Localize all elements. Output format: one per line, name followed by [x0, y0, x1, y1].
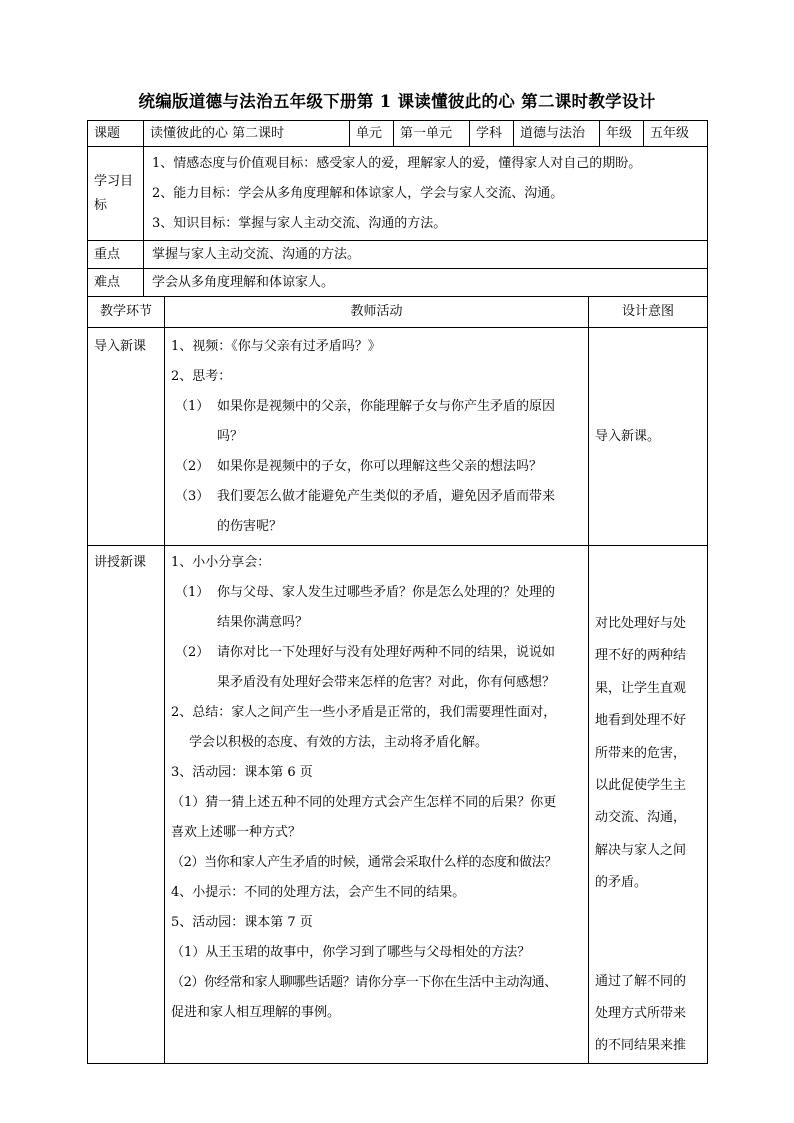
- question-continuation: 结果你满意吗？: [217, 615, 309, 630]
- activity-line: （1）猜一猜上述五种不同的处理方式会产生怎样不同的后果？你更: [171, 795, 557, 810]
- activity-line: 1、小小分享会：: [171, 555, 271, 570]
- unit-value: 第一单元: [394, 121, 470, 147]
- unit-label: 单元: [350, 121, 394, 147]
- activity-line: 促进和家人相互理解的事例。: [171, 1005, 341, 1020]
- lesson-info-table: [87, 120, 708, 297]
- activity-line: （2）你经常和家人聊哪些话题？请你分享一下你在生活中主动沟通、: [171, 975, 557, 990]
- col-header-intent: 设计意图: [589, 297, 708, 328]
- objective-item: 1、情感态度与价值观目标：感受家人的爱，理解家人的爱，懂得家人对自己的期盼。: [152, 155, 642, 171]
- question-item: （1） 如果你是视频中的父亲，你能理解子女与你产生矛盾的原因: [175, 399, 556, 414]
- intent-line: 处理方式所带来: [595, 1006, 687, 1022]
- stage-intro: 导入新课: [88, 328, 165, 546]
- topic-value: 读懂彼此的心 第二课时: [144, 121, 350, 147]
- activity-line: 5、活动园：课本第 7 页: [171, 915, 313, 930]
- objective-item: 3、知识目标：掌握与家人主动交流、沟通的方法。: [152, 215, 447, 231]
- col-header-stage: 教学环节: [88, 297, 165, 328]
- activity-line: 学会以积极的态度、有效的方法，主动将矛盾化解。: [189, 735, 489, 750]
- intent-line: 动交流、沟通，: [595, 810, 687, 826]
- intent-line: 通过了解不同的: [595, 973, 687, 989]
- question-item: （1） 你与父母、家人发生过哪些矛盾？你是怎么处理的？处理的: [175, 585, 556, 600]
- page-title: 统编版道德与法治五年级下册第 1 课读懂彼此的心 第二课时教学设计: [138, 92, 656, 111]
- key-point-label: 重点: [88, 241, 144, 269]
- grade-value: 五年级: [644, 121, 708, 147]
- activity-line: 喜欢上述哪一种方式？: [171, 825, 302, 840]
- grade-label: 年级: [600, 121, 644, 147]
- intent-line: 对比处理好与处: [595, 616, 687, 631]
- activity-line: 1、视频：《你与父亲有过矛盾吗？》: [171, 339, 381, 354]
- question-item: （3） 我们要怎么做才能避免产生类似的矛盾，避免因矛盾而带来: [175, 489, 556, 504]
- intent-line: 地看到处理不好: [595, 713, 687, 729]
- col-header-activity: 教师活动: [165, 297, 589, 328]
- activity-line: 2、总结：家人之间产生一些小矛盾是正常的，我们需要理性面对，: [171, 705, 557, 720]
- difficulty-value: 学会从多角度理解和体谅家人。: [144, 269, 708, 297]
- stage-lecture: 讲授新课: [88, 546, 165, 1064]
- subject-value: 道德与法治: [514, 121, 600, 147]
- difficulty-label: 难点: [88, 269, 144, 297]
- intent-line: 解决与家人之间: [595, 842, 687, 858]
- intent-line: 的不同结果来推: [595, 1038, 687, 1054]
- intent-line: 理不好的两种结: [595, 648, 687, 664]
- topic-label: 课题: [88, 121, 144, 147]
- intent-lecture: [589, 546, 708, 1064]
- intent-line: 以此促使学生主: [595, 778, 687, 794]
- activity-line: 4、小提示：不同的处理方法，会产生不同的结果。: [171, 885, 466, 900]
- teaching-process-table: [87, 296, 708, 1064]
- objectives-label: 学习目标: [88, 147, 144, 241]
- intent-line: 果，让学生直观: [595, 680, 687, 696]
- objectives-list: [144, 147, 708, 241]
- subject-label: 学科: [470, 121, 514, 147]
- question-item: （2） 如果你是视频中的子女，你可以理解这些父亲的想法吗？: [175, 459, 543, 474]
- intent-line: 的矛盾。: [595, 875, 648, 891]
- question-continuation: 的伤害呢？: [217, 519, 283, 534]
- activity-line: （1）从王玉珺的故事中，你学习到了哪些与父母相处的方法？: [171, 945, 531, 960]
- activity-line: （2）当你和家人产生矛盾的时候，通常会采取什么样的态度和做法？: [171, 855, 557, 870]
- activity-lecture: [165, 546, 589, 1064]
- question-item: （2） 请你对比一下处理好与没有处理好两种不同的结果，说说如: [175, 645, 556, 660]
- objective-item: 2、能力目标：学会从多角度理解和体谅家人，学会与家人交流、沟通。: [152, 185, 564, 201]
- question-continuation: 果矛盾没有处理好会带来怎样的危害？对此，你有何感想？: [217, 675, 556, 690]
- intent-intro: 导入新课。: [589, 328, 708, 546]
- activity-intro: [165, 328, 589, 546]
- key-point-value: 掌握与家人主动交流、沟通的方法。: [144, 241, 708, 269]
- intent-line: 所带来的危害，: [595, 745, 687, 761]
- question-continuation: 吗？: [217, 429, 244, 444]
- activity-line: 3、活动园：课本第 6 页: [171, 765, 313, 780]
- activity-line: 2、思考：: [171, 369, 232, 384]
